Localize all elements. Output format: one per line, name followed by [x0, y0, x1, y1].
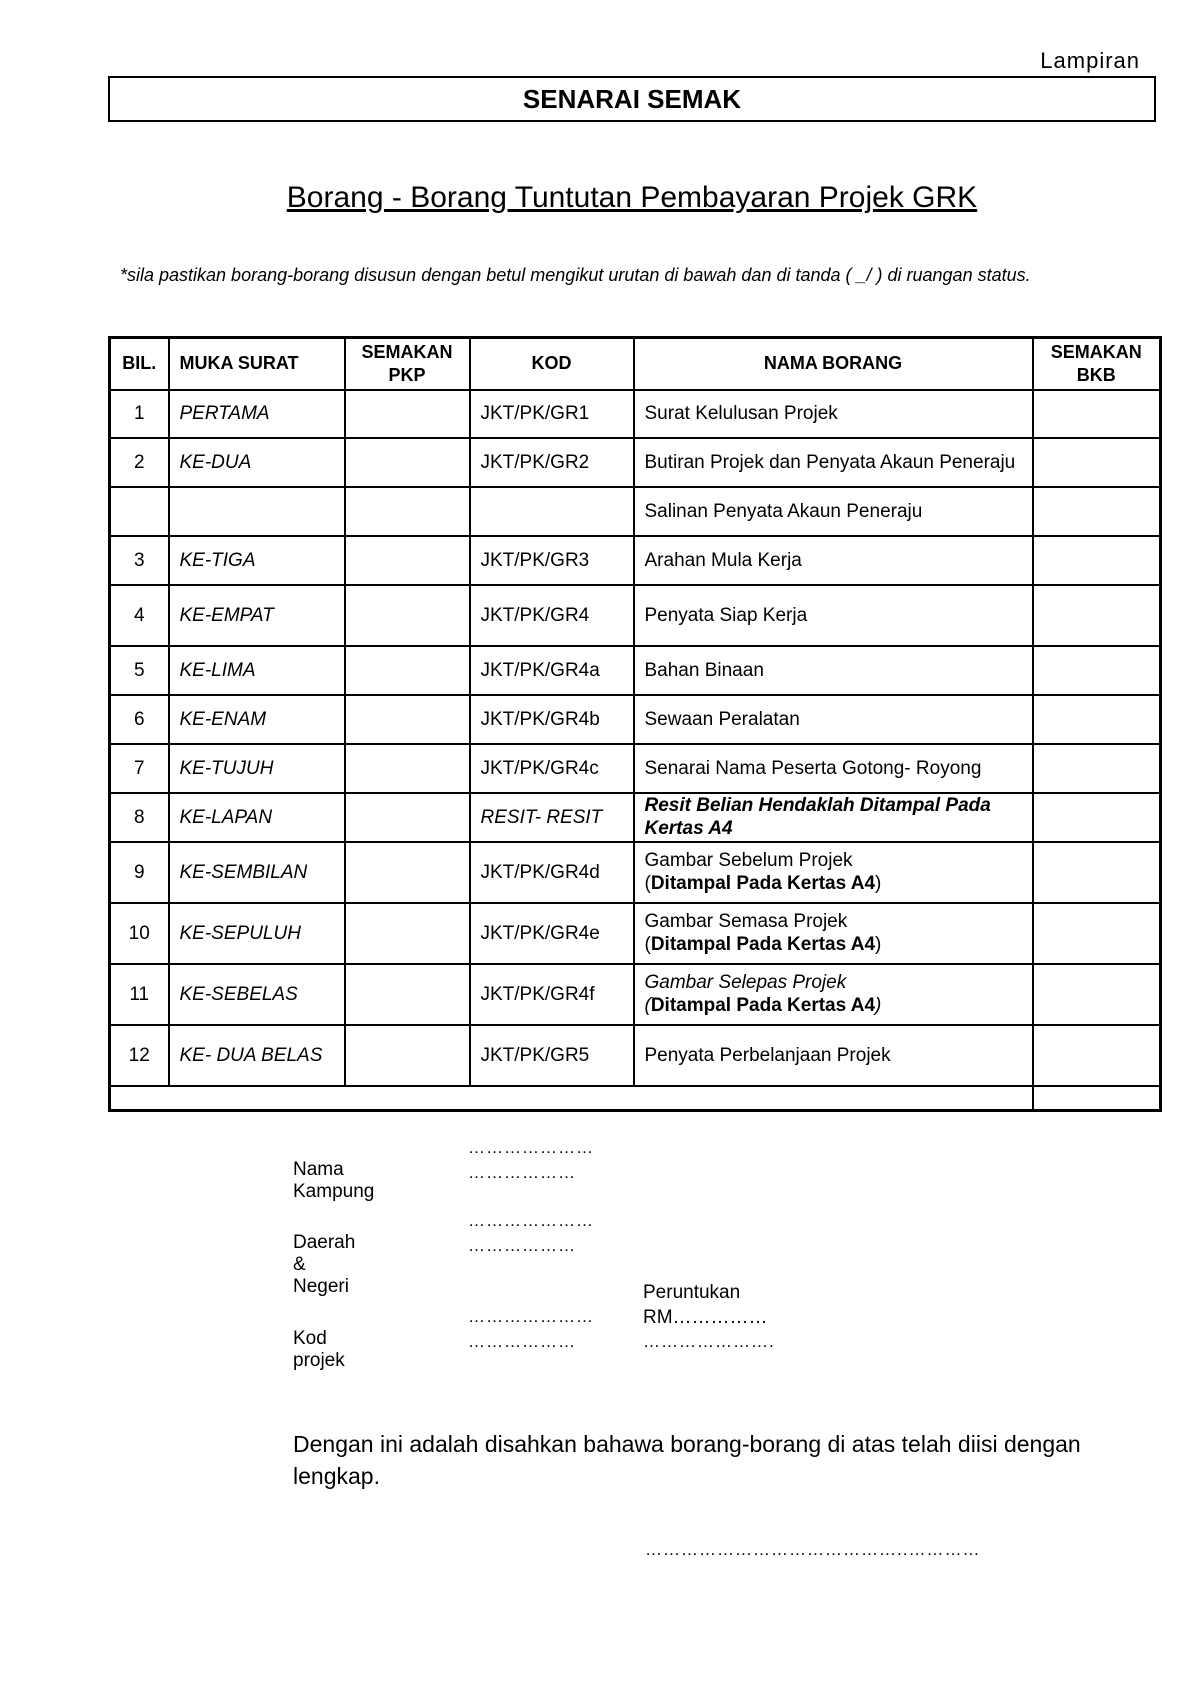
- cell-semakan-pkp[interactable]: [345, 903, 470, 964]
- form-subtitle: Borang - Borang Tuntutan Pembayaran Projek GRK: [286, 181, 978, 214]
- dots-line-1: …………………: [468, 1211, 594, 1230]
- cell-bil: 8: [110, 793, 169, 842]
- cell-kod: JKT/PK/GR4d: [470, 842, 634, 903]
- cell-nama-borang: Penyata Siap Kerja: [634, 585, 1033, 646]
- cell-bil: [110, 487, 169, 536]
- table-row: [110, 1025, 1161, 1086]
- cell-semakan-bkb[interactable]: [1033, 438, 1161, 487]
- dots-line-2: ………………: [468, 1236, 576, 1255]
- peruntukan-field[interactable]: ………………….: [643, 1332, 775, 1351]
- cell-semakan-bkb[interactable]: [1033, 744, 1161, 793]
- cell-bil: 4: [110, 585, 169, 646]
- cell-nama-borang: Resit Belian Hendaklah Ditampal Pada Kertas A4: [634, 793, 1033, 842]
- confirmation-statement: Dengan ini adalah disahkan bahawa borang-borang di atas telah diisi dengan lengkap.: [293, 1431, 1081, 1489]
- cell-kod: JKT/PK/GR4b: [470, 695, 634, 744]
- cell-nama-borang: Gambar Semasa Projek (Ditampal Pada Kertas A4): [634, 903, 1033, 964]
- cell-bil: 6: [110, 695, 169, 744]
- table-row: [110, 487, 1161, 536]
- rm-label[interactable]: RM……………: [643, 1307, 768, 1328]
- cell-semakan-bkb[interactable]: [1033, 646, 1161, 695]
- nama-kampung-field[interactable]: [468, 1135, 594, 1185]
- cell-bil: 9: [110, 842, 169, 903]
- cell-nama-borang: Sewaan Peralatan: [634, 695, 1033, 744]
- cell-kod: JKT/PK/GR4: [470, 585, 634, 646]
- nama-borang-note: Ditampal Pada Kertas A4: [650, 995, 876, 1016]
- cell-nama-borang: Penyata Perbelanjaan Projek: [634, 1025, 1033, 1086]
- cell-muka-surat: KE-SEPULUH: [169, 903, 345, 964]
- cell-muka-surat: KE-DUA: [169, 438, 345, 487]
- nama-kampung-label: Nama Kampung: [293, 1159, 375, 1202]
- cell-muka-surat: PERTAMA: [169, 390, 345, 438]
- header-semakan-pkp: SEMAKAN PKP: [345, 338, 470, 390]
- cell-semakan-pkp[interactable]: [345, 842, 470, 903]
- cell-semakan-bkb[interactable]: [1033, 536, 1161, 585]
- cell-kod: JKT/PK/GR3: [470, 536, 634, 585]
- cell-kod: RESIT- RESIT: [470, 793, 634, 842]
- cell-kod: JKT/PK/GR4e: [470, 903, 634, 964]
- table-row: [110, 903, 1161, 964]
- table-header-row: [110, 338, 1161, 390]
- cell-muka-surat: KE-SEMBILAN: [169, 842, 345, 903]
- dots-line-1: …………………: [468, 1138, 594, 1157]
- cell-nama-borang: Salinan Penyata Akaun Peneraju: [634, 487, 1033, 536]
- cell-kod: JKT/PK/GR2: [470, 438, 634, 487]
- cell-nama-borang: Bahan Binaan: [634, 646, 1033, 695]
- cell-kod: JKT/PK/GR1: [470, 390, 634, 438]
- cell-semakan-pkp[interactable]: [345, 964, 470, 1025]
- instruction-note: *sila pastikan borang-borang disusun dengan betul mengikut urutan di bawah dan di tanda ( _/ ) di ruangan status.: [120, 265, 1031, 285]
- cell-nama-borang: Surat Kelulusan Projek: [634, 390, 1033, 438]
- nama-borang-text: Gambar Semasa Projek: [644, 911, 848, 932]
- cell-nama-borang: Butiran Projek dan Penyata Akaun Peneraju: [634, 438, 1033, 487]
- header-nama-borang: NAMA BORANG: [634, 338, 1033, 390]
- page-title: SENARAI SEMAK: [108, 76, 1156, 122]
- cell-bil: 11: [110, 964, 169, 1025]
- cell-muka-surat: KE-EMPAT: [169, 585, 345, 646]
- cell-semakan-bkb[interactable]: [1033, 964, 1161, 1025]
- nama-borang-note: Ditampal Pada Kertas A4: [650, 873, 876, 894]
- cell-semakan-pkp[interactable]: [345, 390, 470, 438]
- cell-semakan-bkb[interactable]: [1033, 793, 1161, 842]
- table-row-empty: [110, 1086, 1161, 1111]
- cell-semakan-pkp[interactable]: [345, 744, 470, 793]
- cell-kod: JKT/PK/GR5: [470, 1025, 634, 1086]
- dots-line-2: ………………: [468, 1163, 576, 1182]
- lampiran-label: Lampiran: [1040, 48, 1140, 73]
- table-row: [110, 438, 1161, 487]
- header-semakan-bkb: SEMAKAN BKB: [1033, 338, 1161, 390]
- cell-kod: JKT/PK/GR4f: [470, 964, 634, 1025]
- cell-semakan-bkb[interactable]: [1033, 585, 1161, 646]
- cell-bil: 10: [110, 903, 169, 964]
- cell-semakan-pkp[interactable]: [345, 793, 470, 842]
- table-row: [110, 964, 1161, 1025]
- cell-semakan-bkb[interactable]: [1033, 695, 1161, 744]
- cell-bil: 2: [110, 438, 169, 487]
- table-row: [110, 536, 1161, 585]
- cell-bil: 1: [110, 390, 169, 438]
- empty-cell: [110, 1086, 1033, 1111]
- cell-muka-surat: KE-TUJUH: [169, 744, 345, 793]
- nama-borang-text: Gambar Sebelum Projek: [644, 850, 853, 871]
- kod-projek-field[interactable]: [468, 1304, 594, 1354]
- cell-nama-borang: Gambar Sebelum Projek (Ditampal Pada Kertas A4): [634, 842, 1033, 903]
- cell-semakan-bkb[interactable]: [1033, 903, 1161, 964]
- cell-muka-surat: KE-LIMA: [169, 646, 345, 695]
- table-row: [110, 390, 1161, 438]
- cell-nama-borang: Senarai Nama Peserta Gotong- Royong: [634, 744, 1033, 793]
- cell-kod: JKT/PK/GR4a: [470, 646, 634, 695]
- cell-bil: 5: [110, 646, 169, 695]
- cell-muka-surat: KE-ENAM: [169, 695, 345, 744]
- header-bil: BIL.: [110, 338, 169, 390]
- cell-muka-surat: KE- DUA BELAS: [169, 1025, 345, 1086]
- cell-muka-surat: KE-TIGA: [169, 536, 345, 585]
- cell-semakan-pkp[interactable]: [345, 646, 470, 695]
- peruntukan-label: Peruntukan: [643, 1282, 741, 1303]
- cell-semakan-pkp[interactable]: [345, 1025, 470, 1086]
- cell-nama-borang: Arahan Mula Kerja: [634, 536, 1033, 585]
- table-row: [110, 646, 1161, 695]
- table-row: [110, 744, 1161, 793]
- cell-nama-borang: Gambar Selepas Projek (Ditampal Pada Kertas A4): [634, 964, 1033, 1025]
- cell-semakan-pkp[interactable]: [345, 438, 470, 487]
- signature-line[interactable]: ……………………………………..…………: [645, 1540, 981, 1559]
- header-kod: KOD: [470, 338, 634, 390]
- cell-muka-surat: KE-LAPAN: [169, 793, 345, 842]
- cell-kod: JKT/PK/GR4c: [470, 744, 634, 793]
- cell-semakan-pkp[interactable]: [345, 536, 470, 585]
- table-row: [110, 793, 1161, 842]
- table-row: [110, 585, 1161, 646]
- cell-bil: 3: [110, 536, 169, 585]
- daerah-negeri-label: Daerah & Negeri: [293, 1232, 356, 1297]
- cell-semakan-pkp[interactable]: [345, 487, 470, 536]
- nama-borang-text: Gambar Selepas Projek: [644, 972, 847, 993]
- cell-muka-surat: KE-SEBELAS: [169, 964, 345, 1025]
- cell-bil: 12: [110, 1025, 169, 1086]
- cell-semakan-pkp[interactable]: [345, 585, 470, 646]
- checklist-table: [108, 336, 1162, 1112]
- nama-borang-note: Ditampal Pada Kertas A4: [650, 934, 876, 955]
- kod-projek-label: Kod projek: [293, 1328, 345, 1371]
- empty-cell: [1033, 1086, 1161, 1111]
- table-row: [110, 695, 1161, 744]
- cell-semakan-bkb[interactable]: [1033, 390, 1161, 438]
- cell-semakan-bkb[interactable]: [1033, 1025, 1161, 1086]
- daerah-negeri-field[interactable]: [468, 1208, 594, 1258]
- cell-semakan-bkb[interactable]: [1033, 487, 1161, 536]
- dots-line-1: …………………: [468, 1307, 594, 1326]
- dots-line-2: ………………: [468, 1332, 576, 1351]
- cell-kod: [470, 487, 634, 536]
- peruntukan-block: [643, 1280, 768, 1330]
- cell-bil: 7: [110, 744, 169, 793]
- header-muka-surat: MUKA SURAT: [169, 338, 345, 390]
- cell-semakan-pkp[interactable]: [345, 695, 470, 744]
- cell-semakan-bkb[interactable]: [1033, 842, 1161, 903]
- cell-muka-surat: [169, 487, 345, 536]
- table-row: [110, 842, 1161, 903]
